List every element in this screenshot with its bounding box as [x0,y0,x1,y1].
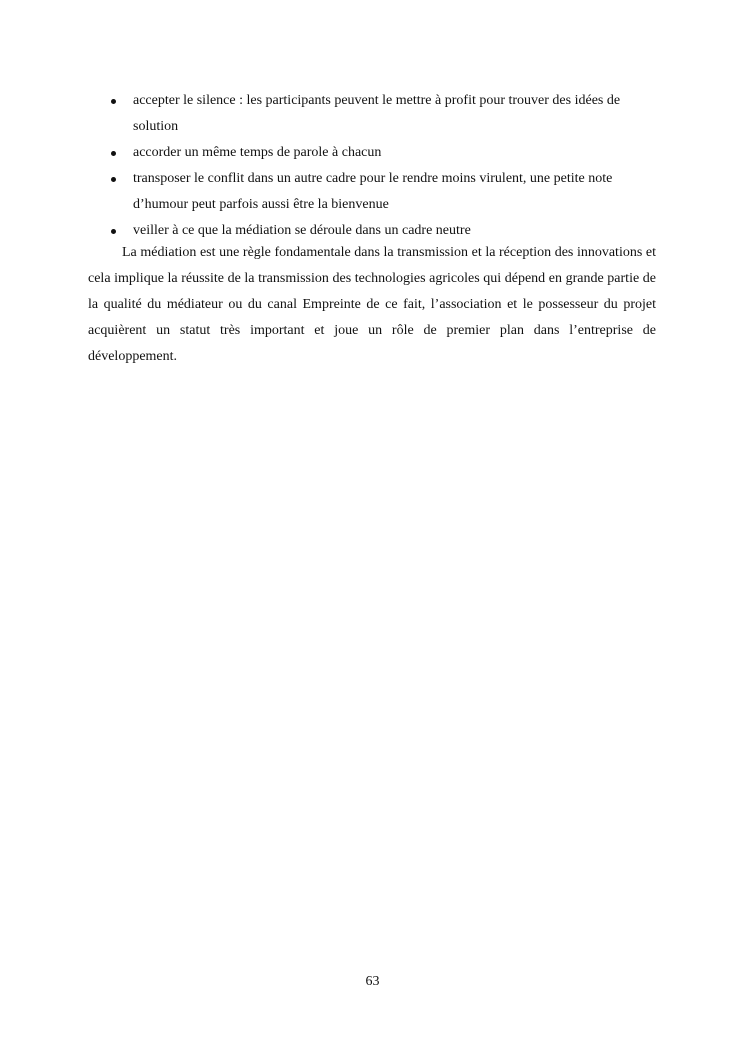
bullet-icon [111,229,116,234]
bullet-icon [111,151,116,156]
page-number: 63 [365,974,380,989]
list-item [108,88,657,140]
bullet-list [108,88,657,244]
bullet-icon [111,99,116,104]
list-item-text: transposer le conflit dans un autre cadre pour le rendre moins virulent, une petite note d’humour peut parfois aussi être la bienvenue [133,171,613,212]
bullet-icon [111,177,116,182]
list-item-text: accepter le silence : les participants peuvent le mettre à profit pour trouver des idées de solution [133,93,621,134]
list-item [108,140,657,166]
list-item [108,166,657,218]
list-item-text: veiller à ce que la médiation se déroule dans un cadre neutre [133,223,471,238]
body-paragraph: La médiation est une règle fondamentale dans la transmission et la réception des innovations et cela implique la réussite de la transmission des technologies agricoles qui dépend en grande partie de la qualité du médiateur ou du canal Empreinte de ce fait, l’association et le possesseur du projet acquièrent un statut très important et joue un rôle de premier plan dans l’entreprise de développement. [88,245,656,364]
list-item-text: accorder un même temps de parole à chacun [133,145,382,160]
